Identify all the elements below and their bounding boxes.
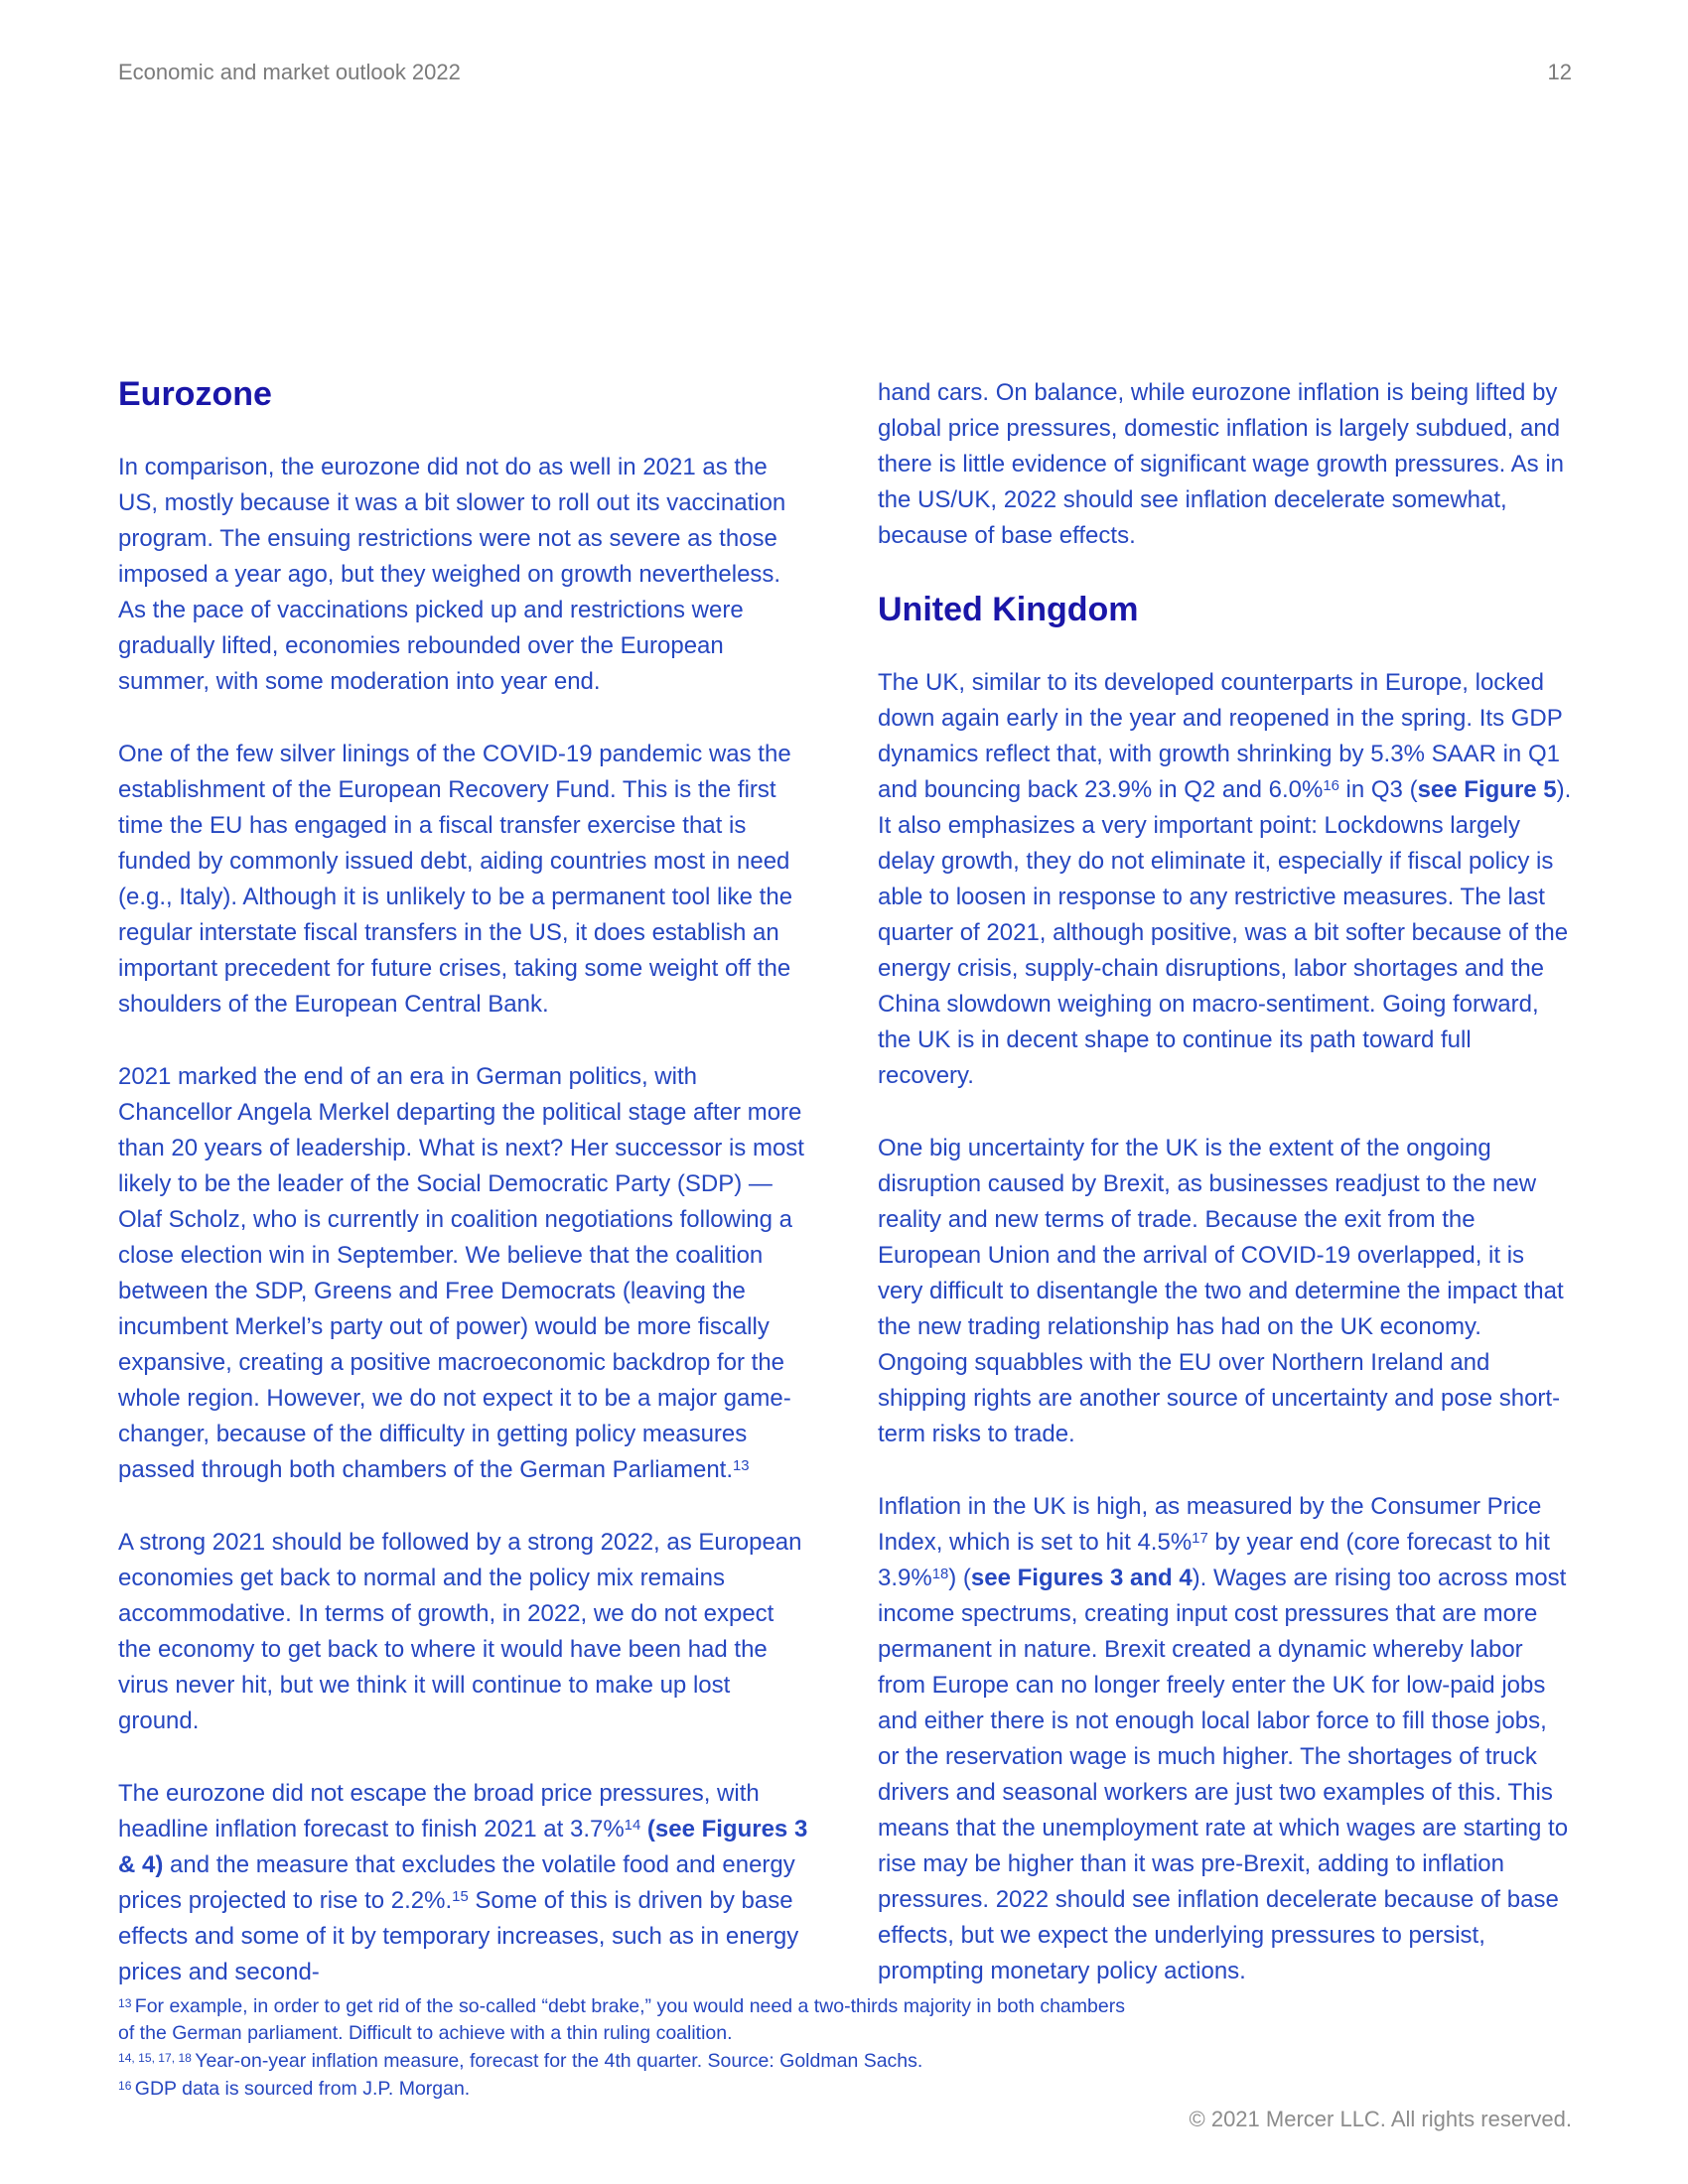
copyright-notice: © 2021 Mercer LLC. All rights reserved. — [1189, 2107, 1572, 2131]
footnote: $^{13}$ For example, in order to get rid of the so-called “debt brake,” you would need a two-thirds majority in both chambers of the German parliament. Difficult to achieve with a thin ruling coalition. — [118, 1995, 1125, 2044]
section-heading-eurozone: Eurozone — [118, 375, 272, 413]
body-paragraph: One big uncertainty for the UK is the extent of the ongoing disruption caused by Brexit, as businesses readjust to the new reality and new terms of trade. Because the exit from the European Union and the arrival of COVID-19 overlapped, it is very difficult to disentangle the two and determine the impact that the new trading relationship has had on the UK economy. Ongoing squabbles with the EU over Northern Ireland and shipping rights are another source of uncertainty and pose short-term risks to trade. — [878, 1135, 1564, 1448]
document-title: Economic and market outlook 2022 — [118, 60, 461, 84]
footnotes-block — [118, 1993, 1126, 2104]
body-paragraph: In comparison, the eurozone did not do as well in 2021 as the US, mostly because it was a bit slower to roll out its vaccination program. The ensuing restrictions were not as severe as those imposed a year ago, but they weighed on growth nevertheless. As the pace of vaccinations picked up and restrictions were gradually lifted, economies rebounded over the European summer, with some moderation into year end. — [118, 454, 786, 696]
page-header — [118, 60, 1572, 85]
body-paragraph: The eurozone did not escape the broad price pressures, with headline inflation forecast to finish 2021 at 3.7%$^{14}$ (see Figures 3 & 4) and the measure that excludes the volatile food and energy prices projected to rise to 2.2%.$^{15}$ Some of this is driven by base effects and some of it by temporary increases, such as in energy prices and second- — [118, 1780, 808, 1986]
body-paragraph: Inflation in the UK is high, as measured by the Consumer Price Index, which is set to hit 4.5%$^{17}$ by year end (core forecast to hit 3.9%$^{18}$) (see Figures 3 and 4). Wages are rising too across most income spectrums, creating input cost pressures that are more permanent in nature. Brexit created a dynamic whereby labor from Europe can no longer freely enter the UK for low-paid jobs and either there is not enough local labor force to fill those jobs, or the reservation wage is much higher. The shortages of truck drivers and seasonal workers are just two examples of this. This means that the unemployment rate at which wages are starting to rise may be higher than it was pre-Brexit, adding to inflation pressures. 2022 should see inflation decelerate because of base effects, but we expect the underlying pressures to persist, prompting monetary policy actions. — [878, 1493, 1569, 1985]
section-heading-united-kingdom: United Kingdom — [878, 591, 1139, 628]
body-paragraph: 2021 marked the end of an era in German politics, with Chancellor Angela Merkel departing the political stage after more than 20 years of leadership. What is next? Her successor is most likely to be the leader of the Social Democratic Party (SDP) — Olaf Scholz, who is currently in coalition negotiations following a close election win in September. We believe that the coalition between the SDP, Greens and Free Democrats (leaving the incumbent Merkel’s party out of power) would be more fiscally expansive, creating a positive macroeconomic backdrop for the whole region. However, we do not expect it to be a major game-changer, because of the difficulty in getting policy measures passed through both chambers of the German Parliament.$^{13}$ — [118, 1063, 804, 1484]
left-column — [118, 375, 813, 2027]
content-columns — [118, 375, 1573, 2027]
body-paragraph: hand cars. On balance, while eurozone inflation is being lifted by global price pressures, domestic inflation is largely subdued, and there is little evidence of significant wage growth pressures. As in the US/UK, 2022 should see inflation decelerate somewhat, because of base effects. — [878, 379, 1565, 549]
footnote: $^{14, 15, 17, 18}$ Year-on-year inflation measure, forecast for the 4th quarter. Source: Goldman Sachs. — [118, 2050, 923, 2072]
body-paragraph: The UK, similar to its developed counterparts in Europe, locked down again early in the year and reopened in the spring. Its GDP dynamics reflect that, with growth shrinking by 5.3% SAAR in Q1 and bouncing back 23.9% in Q2 and 6.0%$^{16}$ in Q3 (see Figure 5). It also emphasizes a very important point: Lockdowns largely delay growth, they do not eliminate it, especially if fiscal policy is able to loosen in response to any restrictive measures. The last quarter of 2021, although positive, was a bit softer because of the energy crisis, supply-chain disruptions, labor shortages and the China slowdown weighing on macro-sentiment. Going forward, the UK is in decent shape to continue its path toward full recovery. — [878, 669, 1572, 1090]
right-column — [878, 375, 1573, 2027]
body-paragraph: A strong 2021 should be followed by a strong 2022, as European economies get back to normal and the policy mix remains accommodative. In terms of growth, in 2022, we do not expect the economy to get back to where it would have been had the virus never hit, but we think it will continue to make up lost ground. — [118, 1529, 802, 1735]
page-number: 12 — [1547, 60, 1572, 84]
body-paragraph: One of the few silver linings of the COVID-19 pandemic was the establishment of the European Recovery Fund. This is the first time the EU has engaged in a fiscal transfer exercise that is funded by commonly issued debt, aiding countries most in need (e.g., Italy). Although it is unlikely to be a permanent tool like the regular interstate fiscal transfers in the US, it does establish an important precedent for future crises, taking some weight off the shoulders of the European Central Bank. — [118, 741, 793, 1019]
footnote: $^{16}$ GDP data is sourced from J.P. Morgan. — [118, 2078, 471, 2100]
